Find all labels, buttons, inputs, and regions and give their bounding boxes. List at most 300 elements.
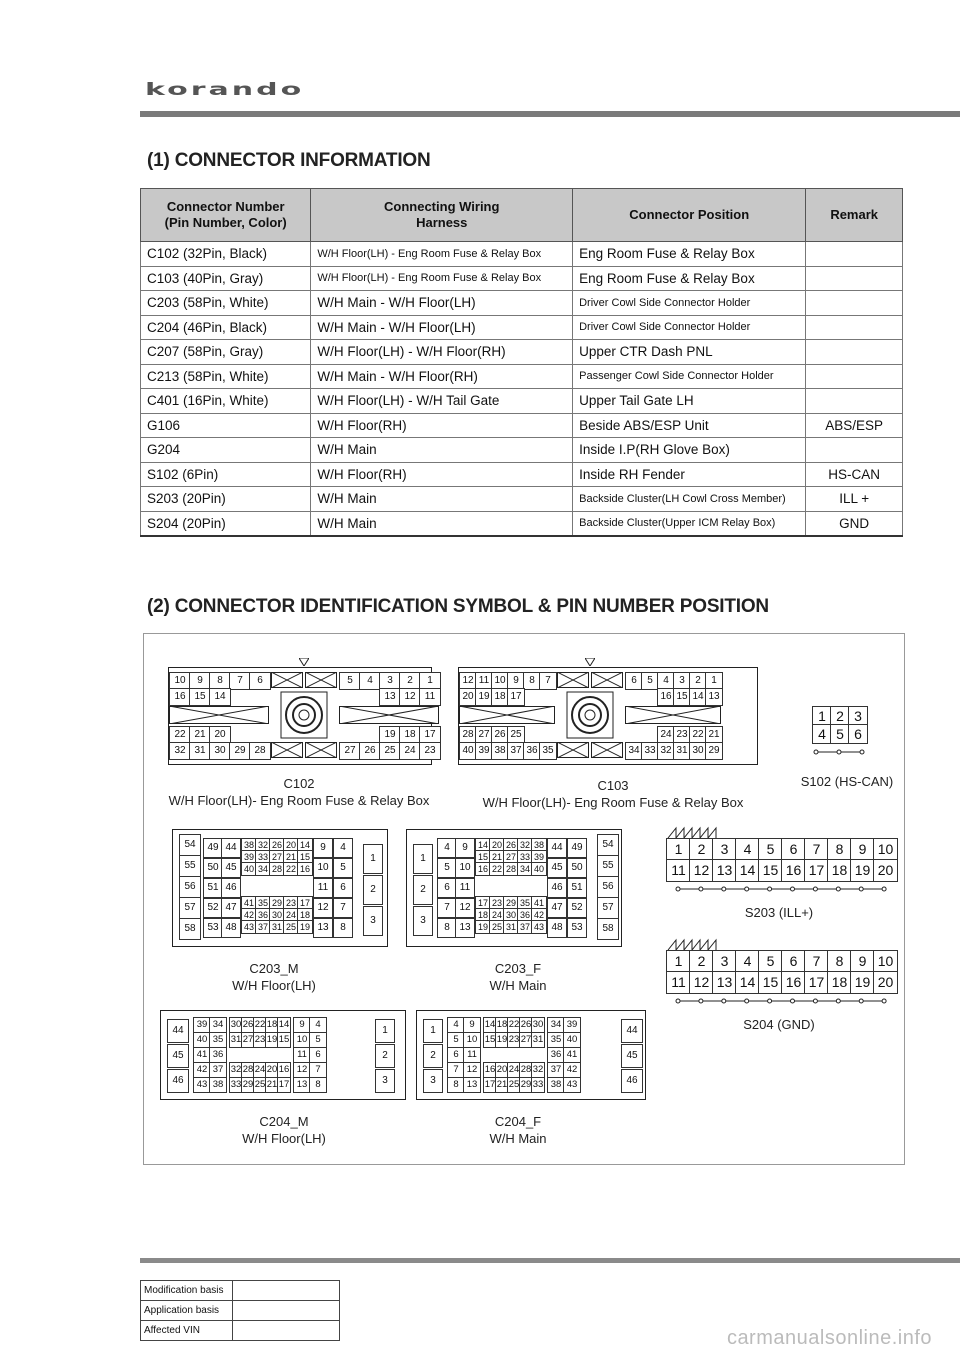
pin-24: 24 — [489, 908, 505, 922]
table-cell — [806, 242, 903, 267]
table-cell — [806, 315, 903, 340]
s203-label: S203 (ILL+) — [744, 905, 814, 920]
pin-32: 32 — [657, 742, 675, 760]
pin-7: 7 — [229, 672, 251, 690]
lock-bolt-icon — [565, 690, 615, 740]
pin-40: 40 — [241, 862, 257, 876]
c103-label — [458, 777, 768, 811]
pin-11: 11 — [293, 1047, 311, 1063]
pin-14: 14 — [689, 688, 707, 706]
c203m-name: C203_M — [249, 961, 299, 976]
pin-15: 15 — [758, 859, 783, 882]
pin-53: 53 — [203, 918, 223, 938]
pin-20: 20 — [265, 1062, 279, 1078]
table-cell: S203 (20Pin) — [141, 487, 311, 512]
pin-22: 22 — [253, 1017, 267, 1033]
pin-27: 27 — [241, 1032, 255, 1048]
pin-32: 32 — [255, 838, 271, 852]
pin-6: 6 — [437, 878, 457, 898]
pin-16: 16 — [781, 971, 806, 994]
pin-14: 14 — [277, 1017, 291, 1033]
pin-1: 1 — [423, 1019, 443, 1043]
c203f-name: C203_F — [494, 961, 542, 976]
pin-45: 45 — [547, 858, 567, 878]
pin-2: 2 — [689, 838, 714, 861]
table-row — [141, 438, 903, 463]
pin-9: 9 — [189, 672, 211, 690]
pin-31: 31 — [673, 742, 691, 760]
pin-49: 49 — [203, 838, 223, 858]
pin-12: 12 — [455, 898, 475, 918]
pin-19: 19 — [850, 971, 875, 994]
table-cell: W/H Floor(RH) — [311, 413, 573, 438]
table-header-3: Remark — [806, 189, 903, 242]
pin-35: 35 — [209, 1032, 227, 1048]
pin-36: 36 — [255, 908, 271, 922]
pin-38: 38 — [241, 838, 257, 852]
pin-7: 7 — [333, 898, 353, 918]
blocked-cavity-icon — [169, 706, 269, 724]
pin-10: 10 — [313, 858, 333, 878]
pin-16: 16 — [277, 1062, 291, 1078]
pin-25: 25 — [253, 1077, 267, 1093]
table-cell: ILL + — [806, 487, 903, 512]
pin-2: 2 — [689, 950, 714, 973]
pin-43: 43 — [563, 1077, 581, 1093]
footer-rule — [140, 1258, 960, 1263]
pin-8: 8 — [309, 1077, 327, 1093]
pin-17: 17 — [483, 1077, 497, 1093]
orientation-triangle-icon — [299, 658, 309, 666]
pin-10: 10 — [455, 858, 475, 878]
pin-36: 36 — [209, 1047, 227, 1063]
table-cell: W/H Main - W/H Floor(RH) — [311, 364, 573, 389]
pin-19: 19 — [265, 1032, 279, 1048]
c103-name: C103 — [597, 778, 629, 793]
pin-6: 6 — [333, 878, 353, 898]
pin-17: 17 — [475, 896, 491, 910]
pin-41: 41 — [531, 896, 547, 910]
pin-37: 37 — [209, 1062, 227, 1078]
blocked-cavity-icon — [625, 706, 721, 724]
pin-6: 6 — [848, 724, 868, 744]
pin-9: 9 — [850, 838, 875, 861]
pin-25: 25 — [283, 920, 299, 934]
pin-2: 2 — [363, 875, 383, 905]
pin-31: 31 — [269, 920, 285, 934]
pin-23: 23 — [283, 896, 299, 910]
pin-39: 39 — [193, 1017, 211, 1033]
c203m-label — [184, 960, 364, 994]
pin-48: 48 — [221, 918, 241, 938]
c204m-connector — [160, 1010, 406, 1100]
pin-18: 18 — [827, 971, 852, 994]
pin-23: 23 — [507, 1032, 521, 1048]
pin-17: 17 — [419, 726, 441, 744]
pin-30: 30 — [269, 908, 285, 922]
pin-10: 10 — [463, 1032, 481, 1048]
pin-33: 33 — [641, 742, 659, 760]
pin-6: 6 — [447, 1047, 465, 1063]
pin-16: 16 — [781, 859, 806, 882]
pin-14: 14 — [209, 688, 231, 706]
lock-bolt-icon — [279, 690, 329, 740]
table-cell: Upper Tail Gate LH — [573, 389, 806, 414]
pin-35: 35 — [547, 1032, 565, 1048]
table-row — [141, 511, 903, 536]
pin-36: 36 — [547, 1047, 565, 1063]
pin-9: 9 — [293, 1017, 311, 1033]
pin-7: 7 — [447, 1062, 465, 1078]
pin-18: 18 — [491, 688, 509, 706]
pin-26: 26 — [519, 1017, 533, 1033]
pin-3: 3 — [712, 838, 737, 861]
pin-27: 27 — [519, 1032, 533, 1048]
pin-15: 15 — [475, 850, 491, 864]
pin-22: 22 — [169, 726, 191, 744]
pin-48: 48 — [547, 918, 567, 938]
pin-38: 38 — [547, 1077, 565, 1093]
pin-9: 9 — [463, 1017, 481, 1033]
pin-33: 33 — [517, 850, 533, 864]
pin-18: 18 — [399, 726, 421, 744]
pin-10: 10 — [491, 672, 509, 690]
pin-13: 13 — [313, 918, 333, 938]
pin-9: 9 — [455, 838, 475, 858]
pin-38: 38 — [209, 1077, 227, 1093]
pin-30: 30 — [503, 908, 519, 922]
pin-21: 21 — [489, 850, 505, 864]
blocked-cavity-icon — [459, 706, 555, 724]
pin-4: 4 — [447, 1017, 465, 1033]
pin-33: 33 — [531, 1077, 545, 1093]
pin-23: 23 — [673, 726, 691, 744]
pin-13: 13 — [379, 688, 401, 706]
table-cell: W/H Main — [311, 487, 573, 512]
pin-35: 35 — [255, 896, 271, 910]
pin-12: 12 — [689, 971, 714, 994]
pin-58: 58 — [179, 918, 201, 940]
pin-5: 5 — [333, 858, 353, 878]
pin-11: 11 — [666, 971, 691, 994]
pin-24: 24 — [399, 742, 421, 760]
pin-38: 38 — [491, 742, 509, 760]
c203f-desc: W/H Main — [489, 978, 547, 993]
pin-57: 57 — [179, 897, 201, 919]
pin-32: 32 — [229, 1062, 243, 1078]
pin-44: 44 — [547, 838, 567, 858]
pin-4: 4 — [735, 950, 760, 973]
pin-45: 45 — [621, 1044, 643, 1068]
pin-46: 46 — [547, 878, 567, 898]
pin-3: 3 — [413, 906, 433, 936]
pin-8: 8 — [437, 918, 457, 938]
pin-18: 18 — [265, 1017, 279, 1033]
table-cell: Passenger Cowl Side Connector Holder — [573, 364, 806, 389]
pin-1: 1 — [705, 672, 723, 690]
pin-29: 29 — [241, 1077, 255, 1093]
table-cell: Backside Cluster(LH Cowl Cross Member) — [573, 487, 806, 512]
pin-8: 8 — [523, 672, 541, 690]
c102-desc: W/H Floor(LH)- Eng Room Fuse & Relay Box — [168, 793, 430, 808]
pin-33: 33 — [255, 850, 271, 864]
pin-1: 1 — [363, 844, 383, 874]
pin-21: 21 — [189, 726, 211, 744]
pin-13: 13 — [463, 1077, 481, 1093]
pin-2: 2 — [830, 706, 850, 726]
pin-41: 41 — [563, 1047, 581, 1063]
pin-15: 15 — [277, 1032, 291, 1048]
pin-19: 19 — [850, 859, 875, 882]
table-cell: Driver Cowl Side Connector Holder — [573, 315, 806, 340]
table-cell — [806, 364, 903, 389]
pin-2: 2 — [689, 672, 707, 690]
blocked-cavity-icon — [271, 742, 303, 758]
pin-24: 24 — [657, 726, 675, 744]
pin-37: 37 — [507, 742, 525, 760]
pin-42: 42 — [531, 908, 547, 922]
pin-5: 5 — [447, 1032, 465, 1048]
pin-26: 26 — [491, 726, 509, 744]
pin-16: 16 — [169, 688, 191, 706]
pin-47: 47 — [221, 898, 241, 918]
pin-29: 29 — [269, 896, 285, 910]
pin-4: 4 — [333, 838, 353, 858]
table-row — [141, 266, 903, 291]
pin-28: 28 — [249, 742, 271, 760]
table-cell: W/H Main — [311, 511, 573, 536]
pin-51: 51 — [203, 878, 223, 898]
pin-2: 2 — [413, 875, 433, 905]
pin-40: 40 — [563, 1032, 581, 1048]
pin-7: 7 — [804, 838, 829, 861]
pin-17: 17 — [277, 1077, 291, 1093]
table-cell: W/H Floor(RH) — [311, 462, 573, 487]
pin-50: 50 — [203, 858, 223, 878]
pin-54: 54 — [597, 834, 619, 856]
table-row — [141, 364, 903, 389]
c102-name: C102 — [283, 776, 315, 791]
pin-31: 31 — [229, 1032, 243, 1048]
pin-3: 3 — [379, 672, 401, 690]
blocked-cavity-icon — [339, 706, 439, 724]
pin-30: 30 — [229, 1017, 243, 1033]
table-header-2: Connector Position — [573, 189, 806, 242]
pin-3: 3 — [375, 1069, 395, 1093]
pin-11: 11 — [419, 688, 441, 706]
pin-10: 10 — [169, 672, 191, 690]
table-header-0: Connector Number (Pin Number, Color) — [141, 189, 311, 242]
pin-19: 19 — [297, 920, 313, 934]
table-cell: HS-CAN — [806, 462, 903, 487]
pin-32: 32 — [169, 742, 191, 760]
pin-42: 42 — [563, 1062, 581, 1078]
table-cell: W/H Floor(LH) - Eng Room Fuse & Relay Box — [311, 266, 573, 291]
pin-37: 37 — [255, 920, 271, 934]
c204m-label — [194, 1113, 374, 1147]
pin-12: 12 — [293, 1062, 311, 1078]
pin-3: 3 — [848, 706, 868, 726]
connector-info-table — [140, 188, 903, 537]
pin-21: 21 — [705, 726, 723, 744]
pin-49: 49 — [567, 838, 587, 858]
table-cell: W/H Floor(LH) - W/H Tail Gate — [311, 389, 573, 414]
pin-51: 51 — [567, 878, 587, 898]
table-cell — [806, 389, 903, 414]
c204f-label — [428, 1113, 608, 1147]
pin-14: 14 — [475, 838, 491, 852]
pin-10: 10 — [293, 1032, 311, 1048]
pin-3: 3 — [673, 672, 691, 690]
pin-47: 47 — [547, 898, 567, 918]
pin-20: 20 — [489, 838, 505, 852]
pin-3: 3 — [712, 950, 737, 973]
pin-12: 12 — [459, 672, 477, 690]
pin-17: 17 — [507, 688, 525, 706]
table-cell: S204 (20Pin) — [141, 511, 311, 536]
s102-label: S102 (HS-CAN) — [800, 774, 894, 789]
table-cell: Beside ABS/ESP Unit — [573, 413, 806, 438]
wire-terminal-icon — [666, 938, 746, 950]
pin-20: 20 — [873, 859, 898, 882]
pin-19: 19 — [475, 688, 493, 706]
pin-53: 53 — [567, 918, 587, 938]
pin-25: 25 — [507, 726, 525, 744]
table-cell: W/H Main - W/H Floor(LH) — [311, 315, 573, 340]
blocked-cavity-icon — [557, 672, 589, 688]
table-cell: G106 — [141, 413, 311, 438]
pin-8: 8 — [209, 672, 231, 690]
pin-17: 17 — [804, 859, 829, 882]
table-cell — [806, 266, 903, 291]
pin-4: 4 — [359, 672, 381, 690]
pin-25: 25 — [507, 1077, 521, 1093]
pin-4: 4 — [735, 838, 760, 861]
blocked-cavity-icon — [271, 672, 303, 688]
pin-31: 31 — [531, 1032, 545, 1048]
pin-15: 15 — [483, 1032, 497, 1048]
pin-40: 40 — [459, 742, 477, 760]
pin-15: 15 — [758, 971, 783, 994]
pin-6: 6 — [625, 672, 643, 690]
pin-20: 20 — [209, 726, 231, 744]
pin-19: 19 — [495, 1032, 509, 1048]
mod-basis-label: Modification basis — [141, 1281, 233, 1301]
pin-58: 58 — [597, 918, 619, 940]
pin-22: 22 — [283, 862, 299, 876]
pin-5: 5 — [758, 838, 783, 861]
pin-41: 41 — [241, 896, 257, 910]
pin-15: 15 — [673, 688, 691, 706]
pin-56: 56 — [597, 876, 619, 898]
pin-1: 1 — [413, 844, 433, 874]
pin-4: 4 — [657, 672, 675, 690]
pin-12: 12 — [399, 688, 421, 706]
pin-26: 26 — [241, 1017, 255, 1033]
table-cell: ABS/ESP — [806, 413, 903, 438]
pin-39: 39 — [475, 742, 493, 760]
pin-10: 10 — [873, 950, 898, 973]
pin-13: 13 — [455, 918, 475, 938]
pin-16: 16 — [297, 862, 313, 876]
pin-39: 39 — [241, 850, 257, 864]
affected-vin-value — [233, 1321, 340, 1341]
pin-24: 24 — [283, 908, 299, 922]
table-row — [141, 340, 903, 365]
mod-basis-value — [233, 1281, 340, 1301]
pin-28: 28 — [269, 862, 285, 876]
table-cell: W/H Floor(LH) - Eng Room Fuse & Relay Box — [311, 242, 573, 267]
c204m-desc: W/H Floor(LH) — [242, 1131, 326, 1146]
table-cell: W/H Main — [311, 438, 573, 463]
pin-34: 34 — [625, 742, 643, 760]
pin-6: 6 — [781, 950, 806, 973]
pin-31: 31 — [189, 742, 211, 760]
blocked-cavity-icon — [305, 742, 337, 758]
pin-1: 1 — [666, 950, 691, 973]
pin-26: 26 — [359, 742, 381, 760]
table-row — [141, 389, 903, 414]
c203m-connector — [172, 829, 388, 947]
pin-2: 2 — [399, 672, 421, 690]
table-row — [141, 487, 903, 512]
c102-label — [168, 775, 430, 809]
blocked-cavity-icon — [591, 742, 623, 758]
pin-27: 27 — [475, 726, 493, 744]
pin-52: 52 — [567, 898, 587, 918]
pin-17: 17 — [297, 896, 313, 910]
c203f-connector — [406, 829, 622, 947]
pin-15: 15 — [189, 688, 211, 706]
pin-2: 2 — [423, 1044, 443, 1068]
pin-32: 32 — [517, 838, 533, 852]
pin-26: 26 — [503, 838, 519, 852]
pin-5: 5 — [339, 672, 361, 690]
orientation-triangle-icon — [585, 658, 595, 666]
pin-8: 8 — [827, 950, 852, 973]
c102-connector — [168, 667, 436, 765]
pin-12: 12 — [313, 898, 333, 918]
pin-14: 14 — [297, 838, 313, 852]
pin-44: 44 — [621, 1019, 643, 1043]
pin-9: 9 — [507, 672, 525, 690]
c204m-name: C204_M — [259, 1114, 309, 1129]
table-cell: Inside I.P(RH Glove Box) — [573, 438, 806, 463]
pin-21: 21 — [265, 1077, 279, 1093]
pin-30: 30 — [689, 742, 707, 760]
pin-45: 45 — [167, 1044, 189, 1068]
pin-24: 24 — [507, 1062, 521, 1078]
pin-28: 28 — [459, 726, 477, 744]
pin-25: 25 — [379, 742, 401, 760]
pin-44: 44 — [221, 838, 241, 858]
table-cell: C103 (40Pin, Gray) — [141, 266, 311, 291]
pin-38: 38 — [531, 838, 547, 852]
pin-30: 30 — [209, 742, 231, 760]
pin-54: 54 — [179, 834, 201, 856]
pin-56: 56 — [179, 876, 201, 898]
pin-20: 20 — [459, 688, 477, 706]
pin-5: 5 — [437, 858, 457, 878]
pin-57: 57 — [597, 897, 619, 919]
pin-11: 11 — [313, 878, 333, 898]
pin-13: 13 — [712, 859, 737, 882]
table-cell: W/H Floor(LH) - W/H Floor(RH) — [311, 340, 573, 365]
pin-25: 25 — [489, 920, 505, 934]
app-basis-value — [233, 1301, 340, 1321]
pin-24: 24 — [253, 1062, 267, 1078]
table-cell: W/H Main - W/H Floor(LH) — [311, 291, 573, 316]
